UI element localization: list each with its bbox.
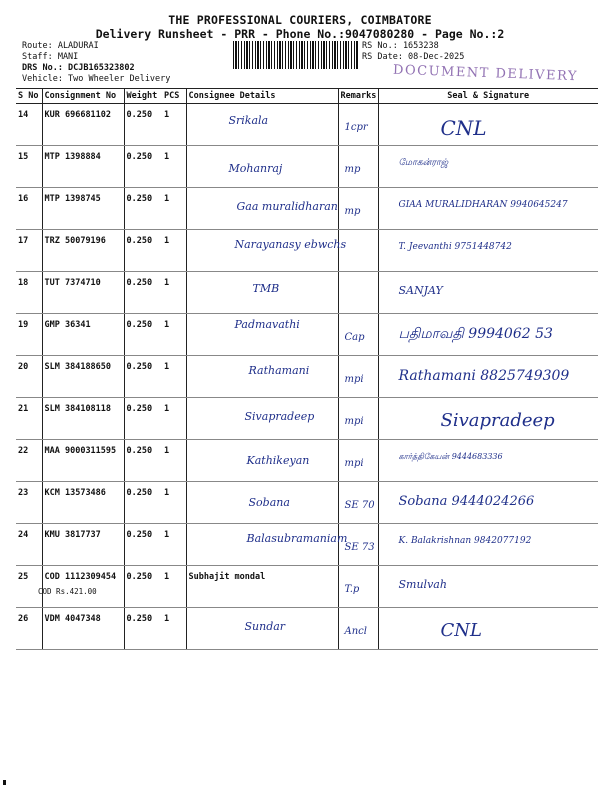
row-weight: 0.250: [124, 146, 162, 188]
staff-label: Staff: MANI: [22, 52, 79, 62]
row-consignee: [186, 230, 347, 272]
row-weight: 0.250: [124, 440, 162, 482]
row-consignment-no: KCM 13573486: [42, 482, 124, 524]
row-consignment-no: COD 1112309454: [42, 566, 124, 608]
handwritten-remark: SE 73: [344, 542, 375, 553]
row-remarks: [338, 356, 378, 398]
handwritten-remark: mpi: [344, 416, 364, 427]
barcode: [233, 41, 358, 69]
handwritten-receiver-name: Rathamani: [248, 364, 310, 377]
table-row: [16, 230, 598, 272]
row-consignee: [186, 356, 338, 398]
row-sno: 23: [16, 482, 42, 524]
handwritten-signature: Sobana 9444024266: [398, 494, 535, 509]
row-signature: [378, 188, 598, 230]
handwritten-signature: மோகன்ராஜ்: [398, 158, 449, 168]
handwritten-signature: Rathamani 8825749309: [398, 368, 570, 384]
document-delivery-stamp: DOCUMENT DELIVERY: [392, 62, 579, 85]
row-remarks: [338, 398, 378, 440]
table-row: [16, 566, 598, 608]
row-remarks: [338, 524, 378, 566]
table-row: [16, 188, 598, 230]
page-title: THE PROFESSIONAL COURIERS, COIMBATORE: [168, 13, 432, 27]
row-consignment-no: KMU 3817737: [42, 524, 124, 566]
row-weight: 0.250: [124, 272, 162, 314]
row-weight: 0.250: [124, 104, 162, 146]
row-remarks: [338, 566, 378, 608]
row-pcs: 1: [162, 188, 186, 230]
row-pcs: 1: [162, 608, 186, 650]
vehicle-label: Vehicle: Two Wheeler Delivery: [22, 74, 171, 84]
row-signature: [378, 272, 598, 314]
handwritten-receiver-name: Sundar: [244, 620, 286, 633]
table-row: [16, 146, 598, 188]
row-consignment-no: MAA 9000311595: [42, 440, 124, 482]
row-pcs: 1: [162, 398, 186, 440]
handwritten-remark: Ancl: [344, 626, 367, 637]
row-pcs: 1: [162, 356, 186, 398]
row-consignee: [186, 146, 338, 188]
row-remarks: [338, 314, 378, 356]
handwritten-signature: T. Jeevanthi 9751448742: [398, 242, 512, 252]
consignee-name: Subhajit mondal: [188, 572, 266, 582]
table-row: [16, 314, 598, 356]
row-consignee: [186, 188, 338, 230]
table-row: [16, 524, 598, 566]
row-consignee: [186, 566, 338, 608]
row-consignment-no: VDM 4047348: [42, 608, 124, 650]
table-row: [16, 440, 598, 482]
row-sno: 15: [16, 146, 42, 188]
row-remarks: [338, 188, 378, 230]
handwritten-receiver-name: Mohanraj: [228, 162, 283, 175]
row-consignee: [186, 524, 348, 566]
row-pcs: 1: [162, 314, 186, 356]
handwritten-signature: CNL: [440, 620, 482, 641]
row-signature: [378, 356, 598, 398]
row-pcs: 1: [162, 566, 186, 608]
row-signature: [378, 398, 598, 440]
row-sno: 18: [16, 272, 42, 314]
col-consignee: Consignee Details: [186, 89, 338, 104]
row-consignment-no: GMP 36341: [42, 314, 124, 356]
handwritten-remark: mpi: [344, 458, 364, 469]
rs-number: RS No.: 1653238: [362, 41, 439, 51]
row-consignment-no: TRZ 50079196: [42, 230, 124, 272]
row-signature: [378, 146, 598, 188]
row-pcs: 1: [162, 440, 186, 482]
row-consignee: [186, 482, 338, 524]
page-subtitle: Delivery Runsheet - PRR - Phone No.:9047080280 - Page No.:2: [95, 27, 505, 41]
row-signature: [378, 314, 598, 356]
row-weight: 0.250: [124, 188, 162, 230]
handwritten-receiver-name: Sobana: [248, 496, 290, 509]
row-consignment-no: TUT 7374710: [42, 272, 124, 314]
col-remarks: Remarks: [338, 89, 378, 104]
route-label: Route: ALADURAI: [22, 41, 99, 51]
table-row: [16, 608, 598, 650]
row-signature: [378, 566, 598, 608]
row-remarks: [338, 608, 378, 650]
row-consignee: [186, 272, 338, 314]
col-pcs: PCS: [162, 89, 186, 104]
table-row: [16, 272, 598, 314]
handwritten-receiver-name: TMB: [252, 282, 280, 295]
row-sno: 14: [16, 104, 42, 146]
table-header: [16, 89, 598, 104]
runsheet-info: [362, 41, 464, 63]
table-row: [16, 104, 598, 146]
handwritten-signature: GIAA MURALIDHARAN 9940645247: [398, 200, 568, 210]
handwritten-receiver-name: Gaa muralidharan: [236, 200, 338, 213]
row-weight: 0.250: [124, 230, 162, 272]
row-consignee: [186, 398, 338, 440]
handwritten-signature: Smulvah: [398, 578, 447, 591]
row-sno: 21: [16, 398, 42, 440]
handwritten-receiver-name: Narayanasy ebwchs: [234, 238, 347, 251]
rs-date: RS Date: 08-Dec-2025: [362, 52, 465, 62]
table-row: [16, 398, 598, 440]
handwritten-remark: 1cpr: [344, 122, 368, 133]
row-signature: [378, 482, 598, 524]
handwritten-signature: CNL: [440, 116, 487, 140]
row-sno: 20: [16, 356, 42, 398]
handwritten-remark: SE 70: [344, 500, 375, 511]
table-row: [16, 482, 598, 524]
handwritten-receiver-name: Sivapradeep: [244, 410, 315, 423]
row-remarks: [338, 440, 378, 482]
handwritten-remark: mpi: [344, 374, 364, 385]
row-pcs: 1: [162, 104, 186, 146]
col-consignment: Consignment No: [42, 89, 124, 104]
row-weight: 0.250: [124, 398, 162, 440]
row-weight: 0.250: [124, 608, 162, 650]
row-consignment-no: SLM 384188650: [42, 356, 124, 398]
handwritten-signature: K. Balakrishnan 9842077192: [398, 536, 532, 546]
col-signature: Seal & Signature: [378, 89, 598, 104]
cod-amount-note: COD Rs.421.00: [38, 587, 97, 596]
handwritten-signature: பதிமாவதி 9994062 53: [398, 326, 553, 342]
row-remarks: [338, 146, 378, 188]
handwritten-receiver-name: Srikala: [228, 114, 269, 127]
drs-label: DRS No.: DCJB165323802: [22, 63, 135, 73]
row-consignment-no: KUR 696681102: [42, 104, 124, 146]
row-weight: 0.250: [124, 524, 162, 566]
handwritten-receiver-name: Kathikeyan: [246, 454, 310, 467]
row-signature: [378, 524, 598, 566]
row-remarks: [338, 104, 378, 146]
row-weight: 0.250: [124, 566, 162, 608]
row-sno: 25: [16, 566, 42, 608]
row-consignee: [186, 314, 338, 356]
handwritten-signature: SANJAY: [398, 284, 443, 297]
row-pcs: 1: [162, 482, 186, 524]
row-sno: 16: [16, 188, 42, 230]
handwritten-signature: Sivapradeep: [440, 410, 555, 431]
table-row: [16, 356, 598, 398]
handwritten-signature: கார்த்திகேயன் 9444683336: [398, 452, 503, 461]
row-consignee: [186, 104, 338, 146]
row-pcs: 1: [162, 146, 186, 188]
col-weight: Weight: [124, 89, 162, 104]
row-weight: 0.250: [124, 356, 162, 398]
handwritten-remark: Cap: [344, 332, 365, 343]
row-signature: [378, 104, 598, 146]
handwritten-remark: mp: [344, 206, 361, 217]
col-sno: S No: [16, 89, 42, 104]
handwritten-remark: mp: [344, 164, 361, 175]
row-sno: 22: [16, 440, 42, 482]
row-consignee: [186, 608, 338, 650]
row-sno: 19: [16, 314, 42, 356]
row-pcs: 1: [162, 524, 186, 566]
row-consignee: [186, 440, 338, 482]
row-remarks: [338, 482, 378, 524]
row-weight: 0.250: [124, 482, 162, 524]
row-signature: [378, 608, 598, 650]
row-signature: [378, 230, 598, 272]
route-info: [22, 41, 170, 85]
row-weight: 0.250: [124, 314, 162, 356]
handwritten-receiver-name: Padmavathi: [234, 318, 300, 331]
margin-mark: [3, 780, 6, 785]
row-consignment-no: MTP 1398884: [42, 146, 124, 188]
row-remarks: [338, 272, 378, 314]
row-sno: 24: [16, 524, 42, 566]
runsheet-table: [16, 88, 598, 650]
row-consignment-no: MTP 1398745: [42, 188, 124, 230]
row-signature: [378, 440, 598, 482]
handwritten-remark: T.p: [344, 584, 360, 595]
row-pcs: 1: [162, 230, 186, 272]
handwritten-receiver-name: Balasubramaniam: [246, 532, 348, 545]
row-sno: 17: [16, 230, 42, 272]
row-sno: 26: [16, 608, 42, 650]
row-pcs: 1: [162, 272, 186, 314]
row-consignment-no: SLM 384108118: [42, 398, 124, 440]
